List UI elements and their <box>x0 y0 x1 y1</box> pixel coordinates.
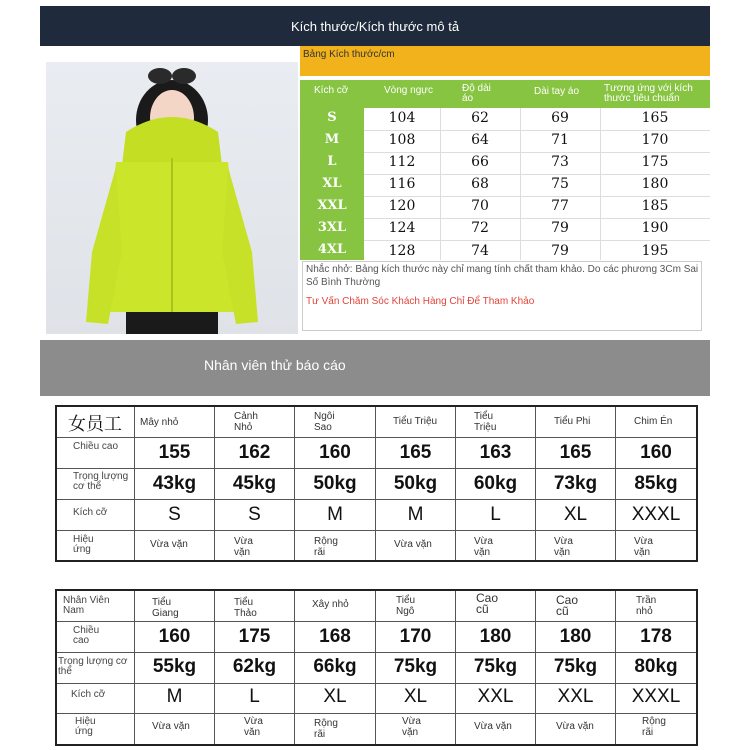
male-weight: 66kg <box>313 656 357 677</box>
female-name: Tiểu Triệu <box>474 411 497 433</box>
male-height: 180 <box>559 626 592 647</box>
female-name: Ngôi Sao <box>314 411 335 433</box>
row-label-effect: Hiệu ứng <box>75 716 96 737</box>
female-weight: 50kg <box>393 473 438 494</box>
female-height: 160 <box>319 442 351 463</box>
female-size: S <box>168 504 181 525</box>
row-label-height: Chiều cao <box>73 441 119 452</box>
female-size: M <box>327 504 343 525</box>
female-name: Chim Én <box>634 416 673 427</box>
male-effect: Vừa vặn <box>556 721 594 732</box>
male-effect: Rộng rãi <box>314 718 338 740</box>
male-name: Tiểu Giang <box>152 597 179 619</box>
male-weight: 80kg <box>634 656 678 677</box>
col-length: Độ dài áo <box>462 83 491 104</box>
female-effect: Vừa vặn <box>394 539 432 550</box>
female-height: 163 <box>479 442 512 463</box>
note-text: Nhắc nhở: Bảng kích thước này chỉ mang tính chất tham khảo. Do các phương 3Cm Sai Số Bình Thường <box>306 264 699 288</box>
male-size: L <box>249 686 260 707</box>
col-sleeve: Dài tay áo <box>534 86 580 97</box>
row-label-effect: Hiệu ứng <box>73 534 94 555</box>
page-header <box>40 6 710 46</box>
section-title: Nhân viên thử báo cáo <box>204 357 346 373</box>
male-header-label: Nhân Viên Nam <box>63 595 110 616</box>
female-height: 160 <box>640 442 672 463</box>
male-size: XXL <box>557 686 594 707</box>
male-height: 175 <box>238 626 271 647</box>
col-standard: Tương ứng với kích thước tiêu chuẩn <box>604 83 693 104</box>
male-weight: 75kg <box>393 656 438 677</box>
female-height: 155 <box>158 442 191 463</box>
female-height: 162 <box>238 442 271 463</box>
col-size: Kích cỡ <box>314 85 349 96</box>
male-effect: Vừa vặn <box>402 716 421 738</box>
female-weight: 50kg <box>313 473 357 494</box>
female-effect: Rộng rãi <box>314 536 338 558</box>
male-name: Trần nhỏ <box>636 595 657 617</box>
row-label-size: Kích cỡ <box>73 507 108 518</box>
female-name: Tiểu Phi <box>554 416 591 427</box>
male-size: XL <box>403 686 428 707</box>
female-size: M <box>407 504 424 525</box>
female-size: L <box>490 504 501 525</box>
male-size: XXL <box>477 686 514 707</box>
male-size: XL <box>323 686 347 707</box>
male-height: 160 <box>158 626 191 647</box>
female-name: Cảnh Nhỏ <box>234 411 258 433</box>
female-size: XXXL <box>631 504 681 525</box>
female-name: Mây nhỏ <box>140 417 179 428</box>
male-height: 178 <box>640 626 672 647</box>
male-weight: 55kg <box>152 656 197 677</box>
male-name: Xây nhỏ <box>312 599 349 610</box>
male-effect: Rộng rãi <box>642 716 666 738</box>
female-height: 165 <box>559 442 592 463</box>
col-chest: Vòng ngực <box>384 85 433 96</box>
row-label-weight: Trọng lượng cơ thể <box>73 471 129 492</box>
male-size: M <box>166 686 183 707</box>
male-effect: Vừa vặn <box>152 721 190 732</box>
male-weight: 75kg <box>553 656 598 677</box>
female-size: S <box>248 504 261 525</box>
size-table-title: Bảng Kích thước/cm <box>300 46 710 76</box>
female-weight: 85kg <box>634 473 678 494</box>
female-name: Tiểu Triệu <box>393 416 438 427</box>
male-name: Tiểu Thảo <box>234 597 257 619</box>
section-bar <box>40 340 710 396</box>
male-weight: 75kg <box>473 656 518 677</box>
product-photo <box>46 62 298 334</box>
female-effect: Vừa vặn <box>474 536 493 558</box>
female-weight: 73kg <box>553 473 598 494</box>
female-effect: Vừa vặn <box>634 536 653 558</box>
female-weight: 43kg <box>152 473 197 494</box>
female-effect: Vừa vặn <box>554 536 573 558</box>
male-weight: 62kg <box>232 656 277 677</box>
male-effect: Vừa văn <box>244 716 263 738</box>
note-red-text: Tư Vấn Chăm Sóc Khách Hàng Chỉ Để Tham Khảo <box>306 296 535 307</box>
row-label-weight: Trọng lượng cơ thể <box>58 656 128 677</box>
female-effect: Vừa vặn <box>150 539 188 550</box>
male-height: 170 <box>399 626 432 647</box>
male-height: 168 <box>319 626 351 647</box>
female-size: XL <box>563 504 588 525</box>
male-name: Tiểu Ngô <box>396 595 416 617</box>
female-weight: 45kg <box>232 473 277 494</box>
male-name: Cao cũ <box>476 591 499 616</box>
male-size: XXXL <box>631 686 681 707</box>
female-header-label: 女员工 <box>68 414 122 434</box>
row-label-size: Kích cỡ <box>71 689 106 700</box>
male-effect: Vừa vặn <box>474 721 512 732</box>
female-height: 165 <box>399 442 432 463</box>
female-effect: Vừa vặn <box>234 536 253 558</box>
header-title: Kích thước/Kích thước mô tả <box>290 18 460 34</box>
row-label-height: Chiều cao <box>73 625 100 646</box>
male-name: Cao cũ <box>556 593 579 618</box>
model-jacket-image <box>46 62 298 334</box>
female-weight: 60kg <box>473 473 518 494</box>
male-height: 180 <box>479 626 512 647</box>
